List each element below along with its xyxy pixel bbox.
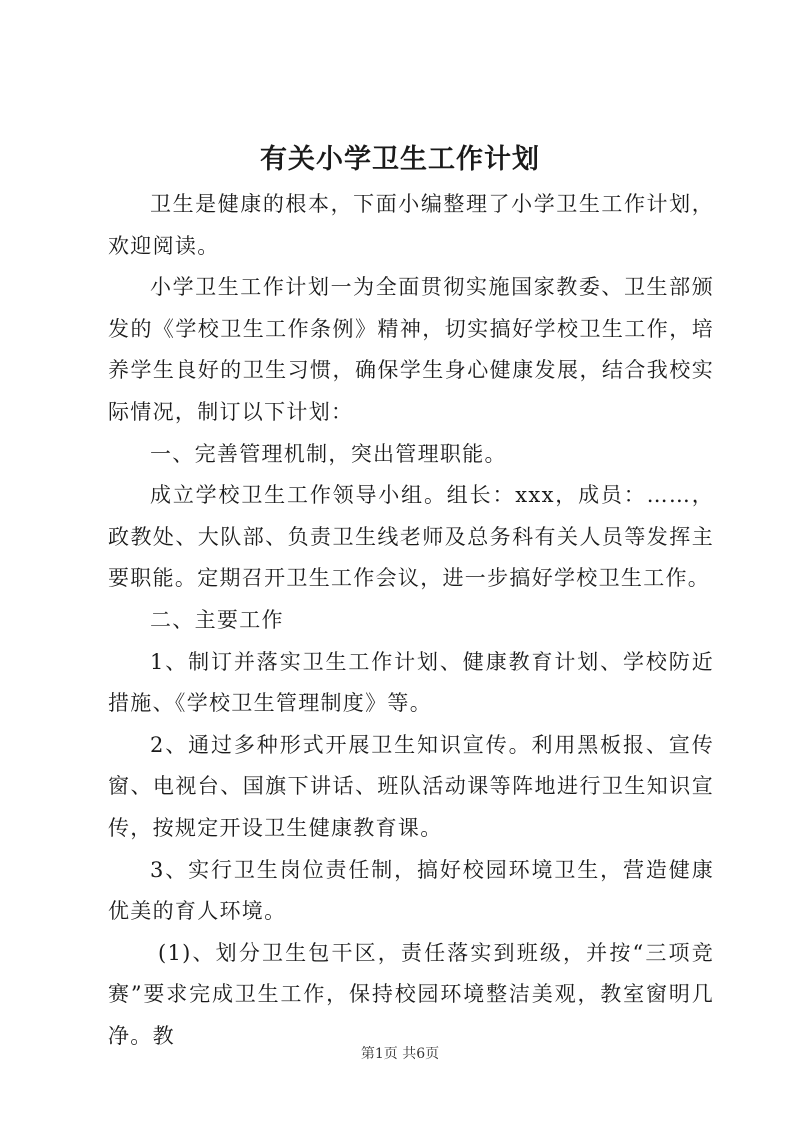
section-heading-1: 一、完善管理机制，突出管理职能。 [150,441,507,466]
document-body [108,184,714,1057]
section-heading-2: 二、主要工作 [150,607,284,632]
paragraph-purpose: 小学卫生工作计划一为全面贯彻实施国家教委、卫生部颁发的《学校卫生工作条例》精神，切实搞好学校卫生工作，培养学生良好的卫生习惯，确保学生身心健康发展，结合我校实际情况，制订以下计划： [108,275,714,424]
page-footer: 第1页 共6页 [360,1046,440,1062]
document-title: 有关小学卫生工作计划 [260,144,540,175]
paragraph-item-2: 2、通过多种形式开展卫生知识宣传。利用黑板报、宣传窗、电视台、国旗下讲话、班队活动课等阵地进行卫生知识宣传，按规定开设卫生健康教育课。 [108,732,714,840]
paragraph-leadership: 成立学校卫生工作领导小组。组长：xxx，成员：……，政教处、大队部、负责卫生线老师及总务科有关人员等发挥主要职能。定期召开卫生工作会议，进一步搞好学校卫生工作。 [108,483,714,591]
paragraph-subitem-1: (1)、划分卫生包干区，责任落实到班级，并按“三项竞赛”要求完成卫生工作，保持校园环境整洁美观，教室窗明几净。教 [108,940,714,1048]
paragraph-intro: 卫生是健康的根本，下面小编整理了小学卫生工作计划，欢迎阅读。 [108,192,714,258]
paragraph-item-3: 3、实行卫生岗位责任制，搞好校园环境卫生，营造健康优美的育人环境。 [108,857,714,924]
paragraph-item-1: 1、制订并落实卫生工作计划、健康教育计划、学校防近措施、《学校卫生管理制度》等。 [108,649,714,716]
